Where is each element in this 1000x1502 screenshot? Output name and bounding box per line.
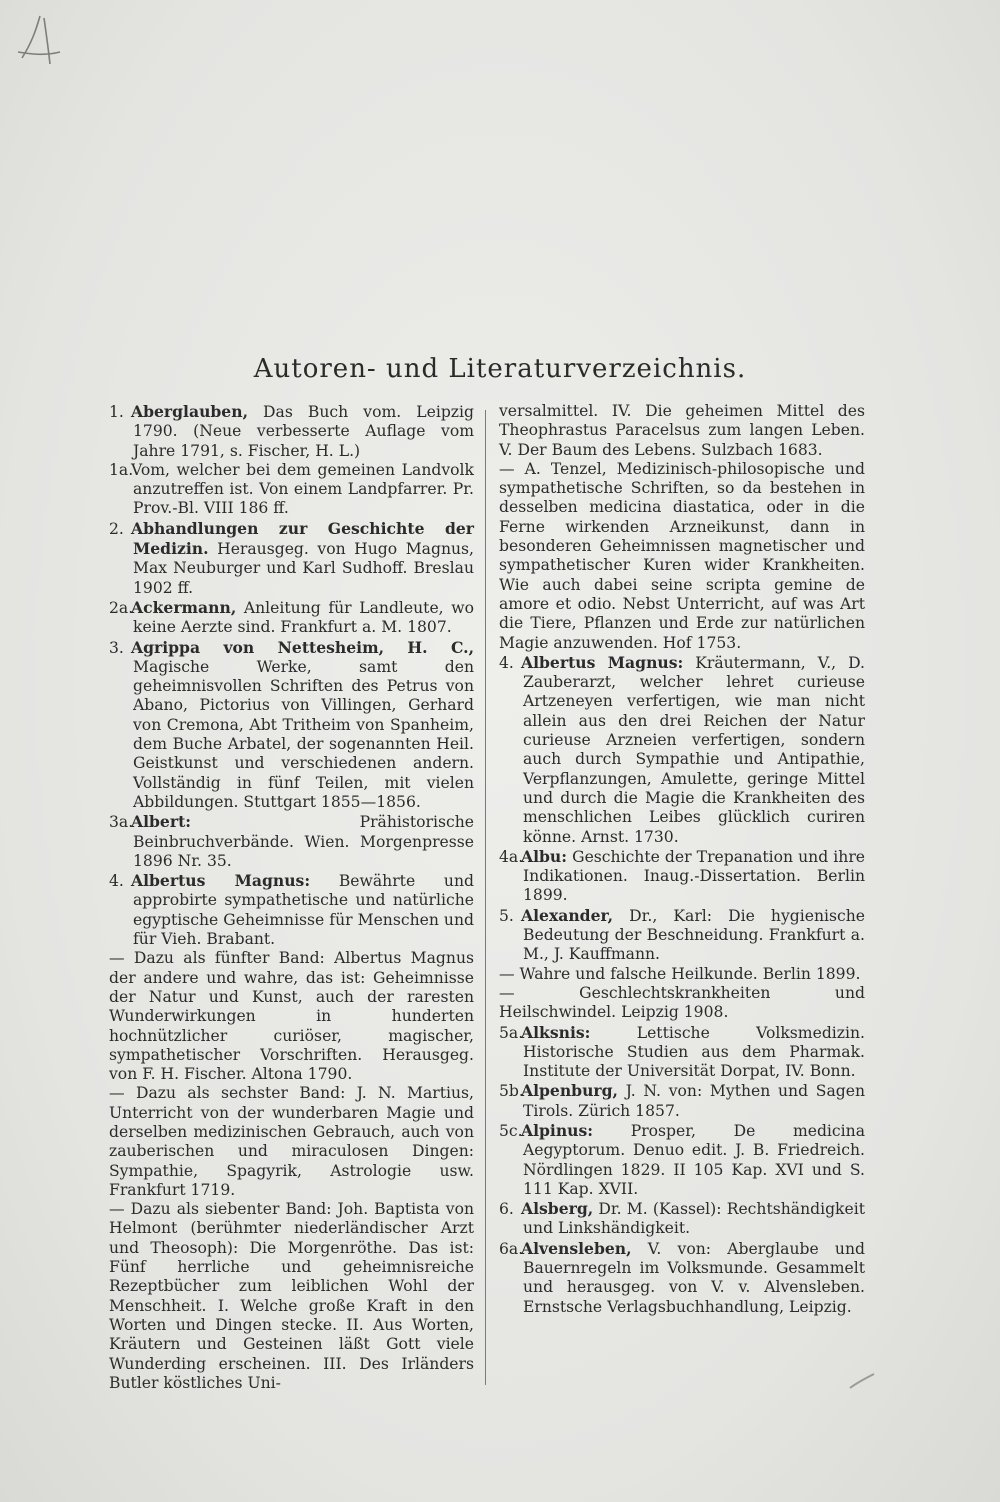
- entry-number: 4.: [499, 653, 514, 672]
- bibliography-entry: [499, 460, 865, 653]
- entry-number: 1.: [109, 403, 124, 421]
- left-column: [109, 402, 474, 1393]
- page-title: Autoren- und Literaturverzeichnis.: [253, 354, 747, 384]
- entry-number: 3a.: [109, 813, 134, 832]
- entry-text: V. von: Aberglaube und Bauernregeln im Volksmunde. Gesammelt und herausgeg. von V. v. Alvensleben. Ernstsche Verlagsbuchhandlung, Leipzig.: [523, 1239, 865, 1316]
- entry-text: — Geschlechtskrankheiten und Heilschwindel. Leipzig 1908.: [499, 983, 865, 1022]
- entry-heading: Agrippa von Nettesheim, H. C.,: [131, 637, 474, 657]
- bibliography-entry: [109, 402, 474, 461]
- entry-text: — Dazu als sechster Band: J. N. Martius, Unterricht von der wunderbaren Magie und derselben medizinischen Gebrauch, auch von zauberischen und miraculosen Dingen: Sympathie, Spagyrik, Astrologie usw. Frankfurt 1719.: [109, 1084, 474, 1199]
- entry-text: — A. Tenzel, Medizinisch-philosopische und sympathetische Schriften, so da bestehen in desselben medicina diastatica, oder in die Ferne wirkenden Arzneikunst, dann in besonderen Geheimnissen magnetischer und sympathetischer Kuren wider Krankheiten. Wie auch dabei seine scripta gemine de amore et odio. Nebst Unterricht, auf was Art die Tiere, Pflanzen und Erde zur natürlichen Magie anzuwenden. Hof 1753.: [499, 459, 865, 652]
- right-column: [499, 402, 865, 1317]
- entry-number: 1a.: [109, 460, 134, 479]
- entry-text: Bewährte und approbirte sympathetische und natürliche egyptische Geheimnisse für Menschen und für Vieh. Brabant.: [133, 872, 474, 949]
- bibliography-entry: [499, 1121, 865, 1199]
- entry-heading: Aberglauben,: [131, 402, 248, 421]
- bibliography-entry: [499, 1023, 865, 1082]
- entry-text: Dr. M. (Kassel): Rechtshändigkeit und Linkshändigkeit.: [523, 1200, 865, 1238]
- column-divider: [485, 410, 486, 1385]
- bibliography-entry: [499, 1239, 865, 1317]
- entry-number: 2a.: [109, 598, 134, 617]
- entry-heading: Alvensleben,: [521, 1238, 632, 1258]
- bibliography-entry: [109, 812, 474, 871]
- entry-heading: Ackermann,: [131, 597, 237, 617]
- entry-text: — Dazu als fünfter Band: Albertus Magnus der andere und wahre, das ist: Geheimnisse der Natur und Kunst, auch der raresten Wunderwirkungen in hunderten hochnützlicher curiöser, magischer, sympathetischer Vorschriften. Herausgeg. von F. H. Fischer. Altona 1790.: [109, 949, 474, 1084]
- entry-number: 4a.: [499, 847, 524, 866]
- entry-heading: Alexander,: [521, 905, 614, 925]
- entry-heading: Alsberg,: [521, 1199, 594, 1219]
- entry-heading: Albert:: [131, 812, 192, 832]
- entry-heading: Albu:: [521, 846, 568, 866]
- bibliography-entry: [499, 965, 865, 984]
- entry-text: versalmittel. IV. Die geheimen Mittel des Theophrastus Paracelsus zum langen Leben. V. Der Baum des Lebens. Sulzbach 1683.: [499, 402, 865, 459]
- entry-text: Prosper, De medicina Aegyptorum. Denuo edit. J. B. Friedreich. Nördlingen 1829. II 105 Kap. XVI und S. 111 Kap. XVII.: [523, 1121, 865, 1198]
- entry-text: Geschichte der Trepanation und ihre Indikationen. Inaug.-Dissertation. Berlin 1899.: [523, 847, 865, 905]
- entry-heading: Albertus Magnus:: [131, 871, 311, 891]
- entry-text: — Dazu als siebenter Band: Joh. Baptista von Helmont (berühmter niederländischer Arzt und Theosoph): Die Morgenröthe. Das ist: Fünf herrliche und geheimnisreiche Rezeptbücher zum leiblichen Wohl der Menschheit. I. Welche große Kraft in den Worten und Dingen stecke. II. Aus Worten, Kräutern und Gesteinen läßt Gott viele Wunderding erscheinen. III. Des Irländers Butler köstliches Uni-: [109, 1200, 474, 1392]
- entry-text: Anleitung für Landleute, wo keine Aerzte sind. Frankfurt a. M. 1807.: [133, 598, 474, 637]
- entry-heading: Alksnis:: [521, 1022, 591, 1042]
- bibliography-entry: [499, 1081, 865, 1121]
- bibliography-entry: [499, 906, 865, 965]
- bibliography-entry: [109, 949, 474, 1084]
- bibliography-entry: [499, 984, 865, 1023]
- bibliography-entry: [499, 653, 865, 847]
- entry-number: 5.: [499, 906, 514, 925]
- bibliography-entry: [109, 1200, 474, 1393]
- entry-number: 5a.: [499, 1023, 524, 1042]
- bibliography-entry: [499, 1199, 865, 1239]
- entry-text: Herausgeg. von Hugo Magnus, Max Neuburger und Karl Sudhoff. Breslau 1902 ff.: [133, 540, 474, 597]
- entry-number: 5c.: [499, 1121, 523, 1140]
- entry-heading: Abhandlungen zur Geschichte der Medizin.: [131, 518, 474, 559]
- entry-number: 3.: [109, 638, 124, 657]
- entry-text: Dr., Karl: Die hygienische Bedeutung der Beschneidung. Frankfurt a. M., J. Kauffmann.: [523, 906, 865, 964]
- entry-heading: Alpenburg,: [521, 1081, 618, 1101]
- bibliography-entry: [109, 638, 474, 813]
- bibliography-entry: [109, 1084, 474, 1200]
- entry-number: 6.: [499, 1200, 514, 1219]
- entry-text: Kräutermann, V., D. Zauberarzt, welcher lehret curieuse Artzeneyen verfertigen, wie man nicht allein aus den drei Reichen der Natur curieuse Arzneien verfertigen, sondern auch durch Sympathie und Antipathie, Verpflanzungen, Amulette, geringe Mittel und durch die Magie die Krankheiten des menschlichen Leibes glücklich curiren könne. Arnst. 1730.: [523, 653, 865, 846]
- bibliography-entry: [109, 871, 474, 949]
- entry-text: Lettische Volksmedizin. Historische Studien aus dem Pharmak. Institute der Universität Dorpat, IV. Bonn.: [523, 1023, 865, 1081]
- pencil-mark-icon: [10, 12, 66, 72]
- bibliography-entry: [109, 598, 474, 638]
- entry-number: 5b.: [499, 1082, 524, 1101]
- entry-text: Prähistorische Beinbruchverbände. Wien. Morgenpresse 1896 Nr. 35.: [133, 813, 474, 870]
- entry-heading: Albertus Magnus:: [521, 652, 684, 672]
- bibliography-entry: [499, 402, 865, 460]
- entry-text: Vom, welcher bei dem gemeinen Landvolk anzutreffen ist. Von einem Landpfarrer. Pr. Prov.-Bl. VIII 186 ff.: [131, 460, 474, 518]
- bibliography-entry: [499, 847, 865, 906]
- entry-heading: Alpinus:: [521, 1120, 594, 1140]
- entry-number: 4.: [109, 872, 124, 891]
- entry-text: Magische Werke, samt den geheimnisvollen Schriften des Petrus von Abano, Pictorius von Villingen, Gerhard von Cremona, Abt Tritheim von Spanheim, dem Buche Arbatel, der sogenannten Heil. Geistkunst und verschiedenen andern. Vollständig in fünf Teilen, mit vielen Abbildungen. Stuttgart 1855—1856.: [133, 657, 474, 811]
- entry-text: J. N. von: Mythen und Sagen Tirols. Zürich 1857.: [523, 1082, 865, 1120]
- entry-text: Das Buch vom. Leipzig 1790. (Neue verbesserte Auflage vom Jahre 1791, s. Fischer, H. L.): [133, 403, 474, 460]
- entry-number: 2.: [109, 519, 124, 538]
- pencil-smudge-icon: [848, 1372, 876, 1390]
- entry-number: 6a.: [499, 1239, 524, 1258]
- bibliography-entry: [109, 461, 474, 519]
- entry-text: — Wahre und falsche Heilkunde. Berlin 1899.: [499, 964, 861, 983]
- bibliography-entry: [109, 519, 474, 598]
